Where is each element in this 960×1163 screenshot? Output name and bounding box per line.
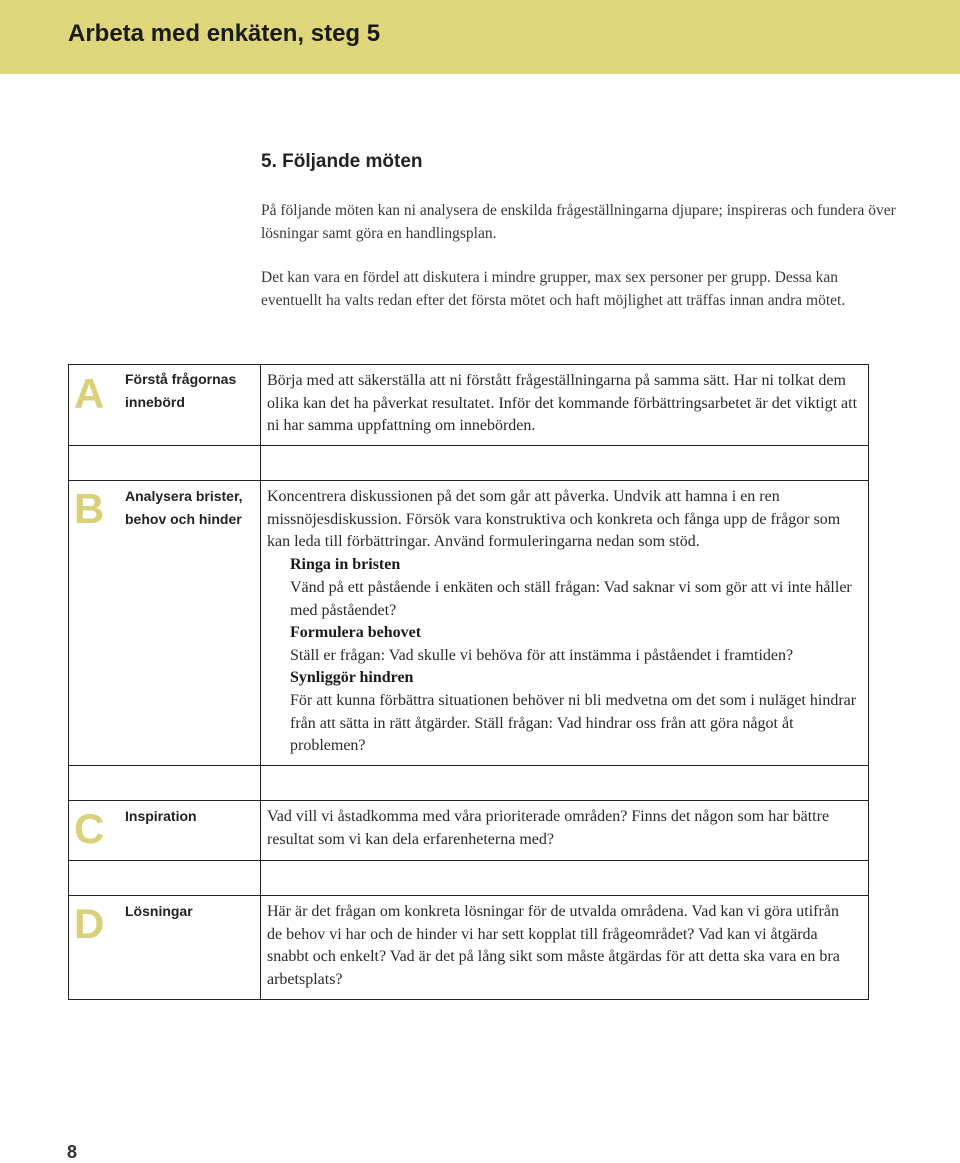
step-letter-a: A [74,370,105,417]
table-border [868,364,869,1000]
subitem-text: Ställ er frågan: Vad skulle vi behöva för att instämma i påståendet i framtiden? [290,647,794,664]
step-label-b: Analysera brister, behov och hinder [125,488,243,527]
subitem-text: Vänd på ett påstående i enkäten och ställ frågan: Vad saknar vi som gör att vi inte håller med påståendet? [290,579,852,619]
step-text-c: Vad vill vi åstadkomma med våra prioriterade områden? Finns det någon som har bättre resultat som vi kan dela erfarenheterna med? [267,808,830,848]
step-letter-b: B [74,485,105,532]
step-text-a: Börja med att säkerställa att ni förstått frågeställningarna på samma sätt. Har ni tolkat dem olika kan det ha påverkat resultatet. Inför det kommande förbättringsarbetet är det viktigt att ni har samma uppfattning om innebörden. [267,372,858,435]
step-label-d: Lösningar [125,903,193,919]
intro-paragraph: På följande möten kan ni analysera de enskilda frågeställningarna djupare; inspireras och fundera över lösningar samt göra en handlingsplan. [261,202,896,242]
step-label-c: Inspiration [125,808,197,824]
table-border [68,445,869,446]
table-border [68,800,869,801]
subitem-title: Formulera behovet [290,624,422,641]
table-border [68,364,869,365]
section-heading: 5. Följande möten [261,151,423,172]
table-border [68,364,69,1000]
subitem-text: För att kunna förbättra situationen behöver ni bli medvetna om det som i nuläget hindrar från att sätta in rätt åtgärder. Ställ frågan: Vad hindrar oss från att göra något åt problemen? [290,692,857,755]
step-letter-d: D [74,900,105,947]
step-label-a: Förstå frågornas innebörd [125,371,237,410]
table-border [68,765,869,766]
step-text-d: Här är det frågan om konkreta lösningar för de utvalda områdena. Vad kan vi göra utifrån de behov vi har och de hinder vi har sett kopplat till frågeområdet? Vad kan vi åtgärda snabbt och enkelt? Vad är det på lång sikt som måste åtgärdas för att detta ska vara en bra arbetsplats? [267,903,840,988]
table-border [68,895,869,896]
step-text-b: Koncentrera diskussionen på det som går att påverka. Undvik att hamna i en ren missnöjesdiskussion. Försök vara konstruktiva och konkreta och fånga upp de frågor som kan leda till förbättringar. Använd formuleringarna nedan som stöd. [267,488,841,551]
table-border [260,364,261,1000]
step-letter-c: C [74,805,105,852]
table-border [68,860,869,861]
subitem-title: Synliggör hindren [290,669,414,686]
page-number: 8 [67,1142,78,1162]
table-border [68,480,869,481]
intro-paragraph: Det kan vara en fördel att diskutera i mindre grupper, max sex personer per grupp. Dessa kan eventuellt ha valts redan efter det första mötet och haft möjlighet att träffas innan andra mötet. [261,269,846,309]
subitem-title: Ringa in bristen [290,556,401,573]
table-border [68,999,869,1000]
page-title: Arbeta med enkäten, steg 5 [68,20,381,47]
